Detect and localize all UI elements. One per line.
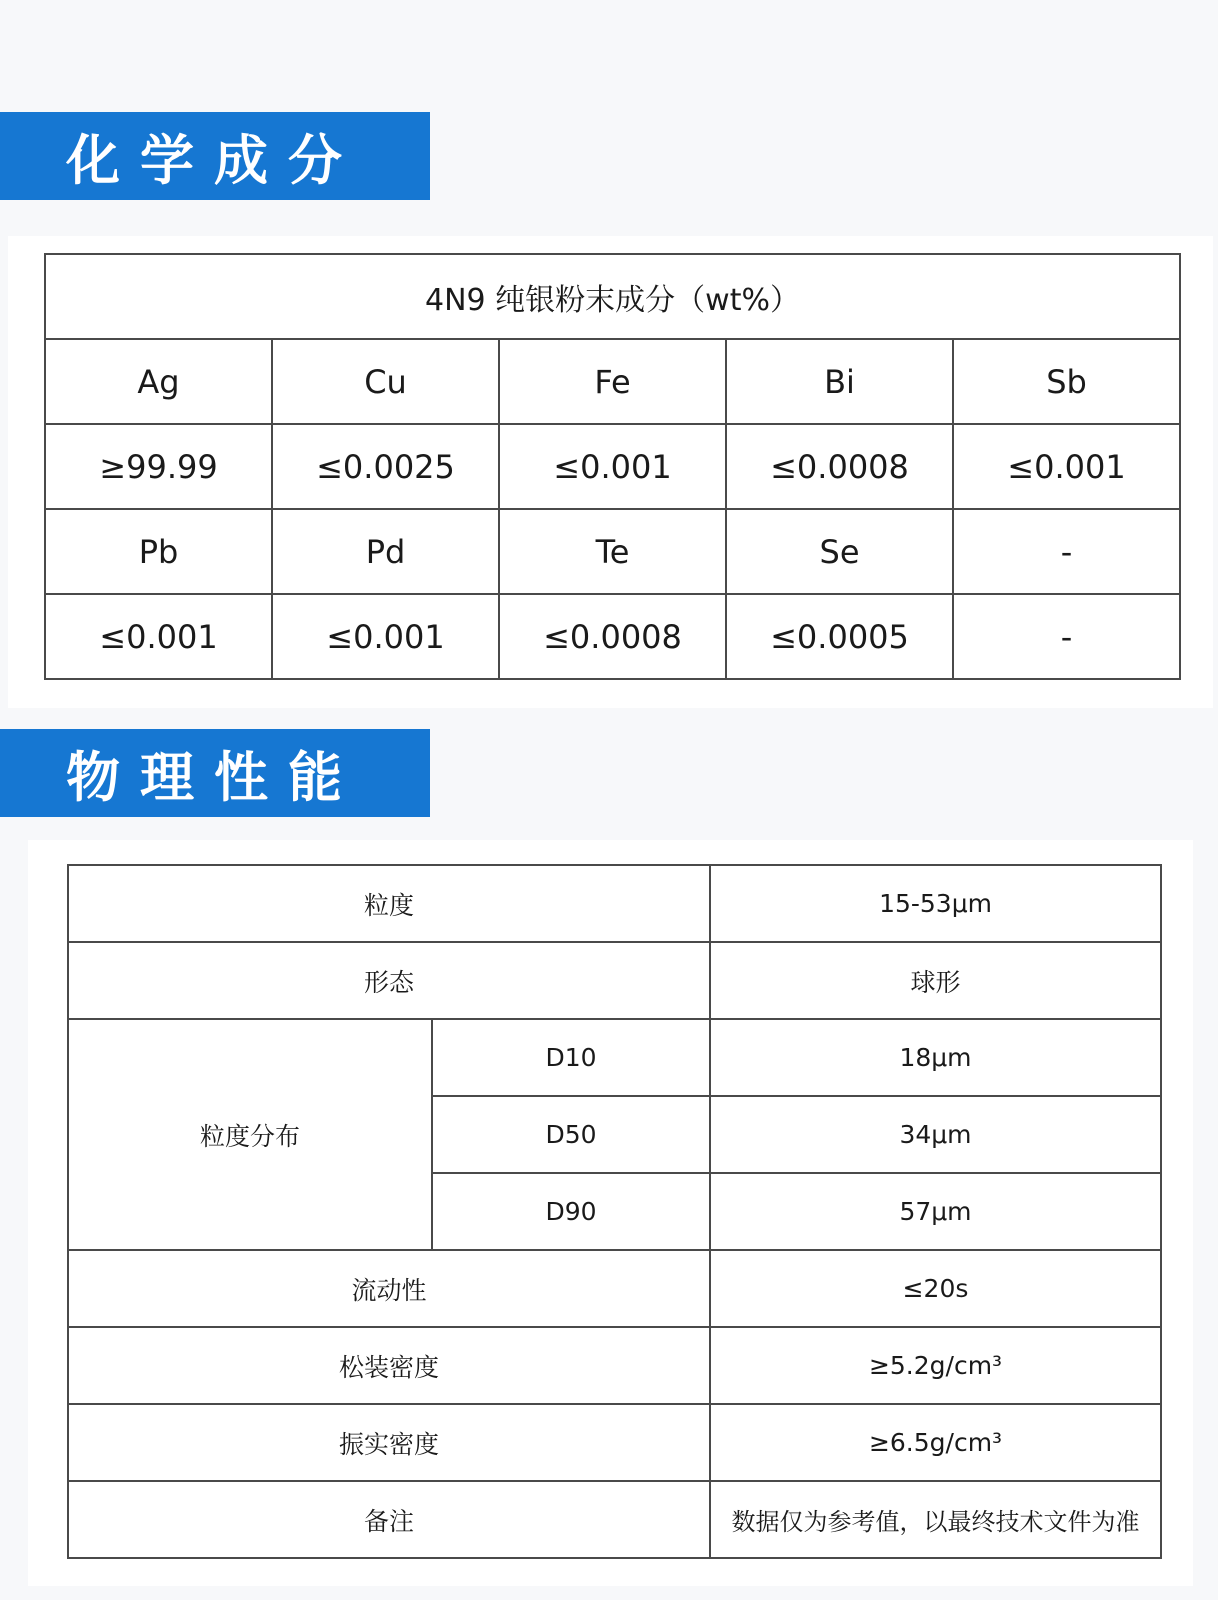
property-label: 流动性 (68, 1250, 710, 1327)
table-row (68, 942, 1161, 1019)
element-value: ≤0.001 (272, 594, 499, 679)
property-label: 粒度 (68, 865, 710, 942)
property-value: 57μm (710, 1173, 1161, 1250)
element-value: - (953, 594, 1180, 679)
table-row (68, 1404, 1161, 1481)
table-row (45, 424, 1180, 509)
chemical-composition-heading-text: 化学成分 (66, 128, 362, 192)
property-value: ≥6.5g/cm³ (710, 1404, 1161, 1481)
element-value: ≤0.001 (499, 424, 726, 509)
property-value: 34μm (710, 1096, 1161, 1173)
table-row (68, 1481, 1161, 1558)
table-row (45, 509, 1180, 594)
physical-properties-heading (0, 729, 430, 817)
table-row (68, 1019, 1161, 1096)
distribution-label: D90 (432, 1173, 710, 1250)
distribution-label: D10 (432, 1019, 710, 1096)
chemical-composition-table (44, 253, 1181, 680)
property-value: 18μm (710, 1019, 1161, 1096)
element-label: Ag (45, 339, 272, 424)
element-label: Se (726, 509, 953, 594)
property-value: 15-53μm (710, 865, 1161, 942)
property-label: 粒度分布 (68, 1019, 432, 1250)
element-value: ≤0.0005 (726, 594, 953, 679)
physical-properties-heading-text: 物理性能 (66, 745, 362, 809)
element-label: Fe (499, 339, 726, 424)
element-label: Sb (953, 339, 1180, 424)
property-label: 振实密度 (68, 1404, 710, 1481)
property-label: 松装密度 (68, 1327, 710, 1404)
element-value: ≤0.001 (45, 594, 272, 679)
property-label: 备注 (68, 1481, 710, 1558)
table-row (68, 1250, 1161, 1327)
table-title: 4N9 纯银粉末成分（wt%） (45, 254, 1180, 339)
element-label: Te (499, 509, 726, 594)
property-label: 形态 (68, 942, 710, 1019)
table-row (68, 865, 1161, 942)
table-row (45, 594, 1180, 679)
element-label: Pb (45, 509, 272, 594)
element-label: Cu (272, 339, 499, 424)
element-value: ≥99.99 (45, 424, 272, 509)
element-label: Pd (272, 509, 499, 594)
element-label: Bi (726, 339, 953, 424)
element-value: ≤0.0008 (499, 594, 726, 679)
element-value: ≤0.0008 (726, 424, 953, 509)
property-value: 数据仅为参考值，以最终技术文件为准 (710, 1481, 1161, 1558)
element-value: ≤0.001 (953, 424, 1180, 509)
property-value: ≥5.2g/cm³ (710, 1327, 1161, 1404)
property-value: ≤20s (710, 1250, 1161, 1327)
distribution-label: D50 (432, 1096, 710, 1173)
table-row (68, 1327, 1161, 1404)
element-value: ≤0.0025 (272, 424, 499, 509)
chemical-composition-heading (0, 112, 430, 200)
property-value: 球形 (710, 942, 1161, 1019)
element-label: - (953, 509, 1180, 594)
table-row (45, 339, 1180, 424)
physical-properties-table (67, 864, 1162, 1559)
table-title-row (45, 254, 1180, 339)
